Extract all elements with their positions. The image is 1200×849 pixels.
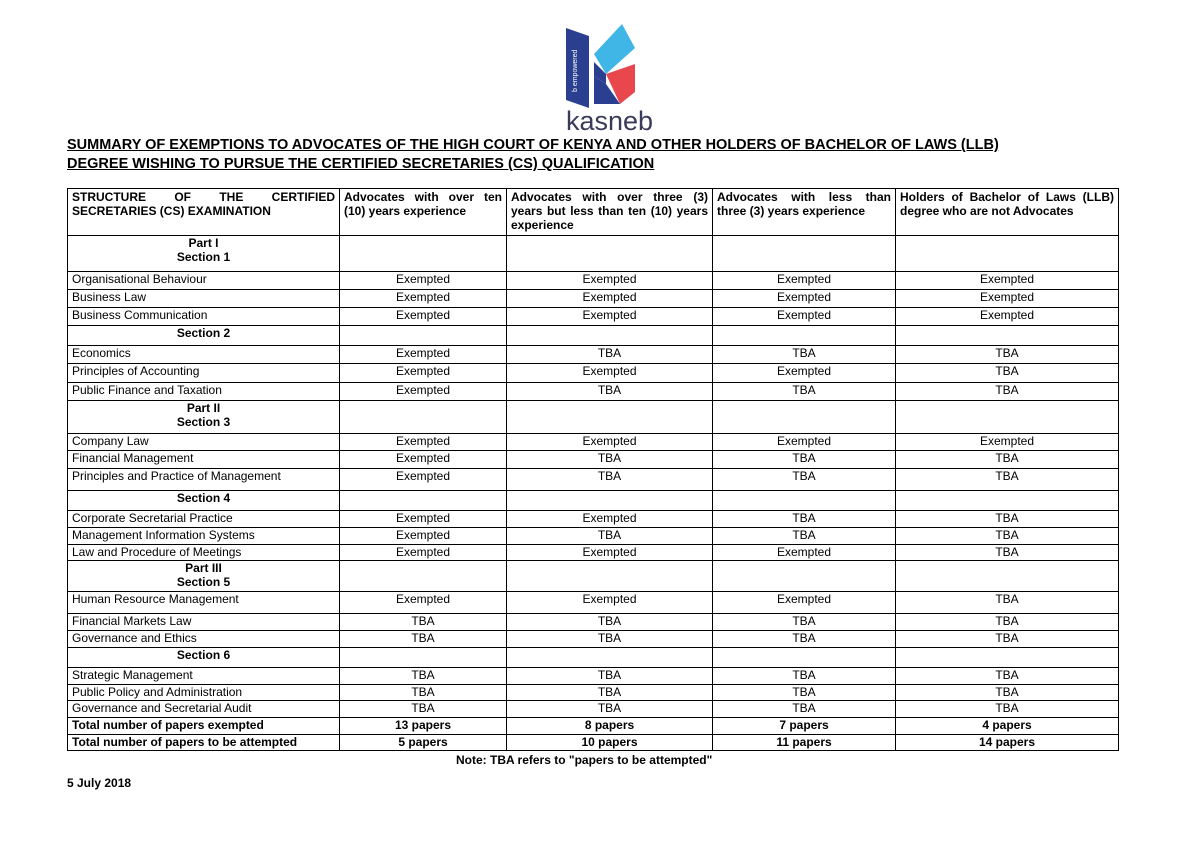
section-label [68,561,340,592]
table-row [68,364,1119,383]
subject-cell: Organisational Behaviour [68,272,340,290]
total-row [68,735,1119,751]
status-cell: TBA [896,469,1119,491]
status-cell: TBA [896,364,1119,383]
section-label-line: Part I [188,236,219,250]
status-cell: Exempted [340,434,507,451]
section-row [68,236,1119,272]
subject-cell: Business Law [68,290,340,308]
header-advocates-over-10: Advocates with over ten (10) years experience [340,189,507,236]
section-row [68,491,1119,511]
table-row [68,631,1119,648]
status-cell: TBA [896,701,1119,718]
section-label-line: Section 3 [176,415,231,429]
empty-cell [713,401,896,434]
empty-cell [340,648,507,668]
status-cell: Exempted [340,272,507,290]
section-label-line: Section 6 [176,648,231,662]
table-row [68,346,1119,364]
exemptions-table-body [68,189,1119,751]
empty-cell [896,236,1119,272]
title-line-2: DEGREE WISHING TO PURSUE THE CERTIFIED SECRETARIES (CS) QUALIFICATION [67,156,655,172]
table-row [68,701,1119,718]
subject-cell: Principles of Accounting [68,364,340,383]
status-cell: TBA [507,685,713,701]
status-cell: Exempted [340,364,507,383]
status-cell: Exempted [340,346,507,364]
status-cell: TBA [507,668,713,685]
header-advocates-under-3: Advocates with less than three (3) years experience [713,189,896,236]
status-cell: TBA [713,614,896,631]
table-row [68,290,1119,308]
status-cell: TBA [896,451,1119,469]
status-cell: TBA [340,631,507,648]
subject-cell: Human Resource Management [68,592,340,614]
status-cell: TBA [340,614,507,631]
empty-cell [507,326,713,346]
table-row [68,272,1119,290]
status-cell: Exempted [340,469,507,491]
section-label-line: Section 5 [176,575,231,589]
empty-cell [896,401,1119,434]
header-llb-holders: Holders of Bachelor of Laws (LLB) degree who are not Advocates [896,189,1119,236]
status-cell: Exempted [713,592,896,614]
status-cell: Exempted [507,272,713,290]
subject-cell: Total number of papers exempted [68,718,340,735]
status-cell: Exempted [896,272,1119,290]
status-cell: TBA [713,701,896,718]
status-cell: TBA [340,701,507,718]
status-cell: Exempted [340,290,507,308]
empty-cell [713,561,896,592]
empty-cell [713,236,896,272]
status-cell: 5 papers [340,735,507,751]
empty-cell [896,648,1119,668]
status-cell: Exempted [507,290,713,308]
status-cell: TBA [896,511,1119,528]
empty-cell [340,401,507,434]
document-date: 5 July 2018 [67,776,132,790]
section-label-line: Section 4 [176,491,231,505]
empty-cell [896,491,1119,511]
status-cell: Exempted [713,290,896,308]
section-label [68,648,340,668]
subject-cell: Principles and Practice of Management [68,469,340,491]
table-row [68,451,1119,469]
table-row [68,511,1119,528]
empty-cell [340,561,507,592]
subject-cell: Management Information Systems [68,528,340,545]
status-cell: Exempted [340,511,507,528]
status-cell: 13 papers [340,718,507,735]
empty-cell [507,561,713,592]
status-cell: Exempted [340,592,507,614]
section-label [68,491,340,511]
subject-cell: Financial Management [68,451,340,469]
subject-cell: Total number of papers to be attempted [68,735,340,751]
table-row [68,592,1119,614]
status-cell: Exempted [507,434,713,451]
empty-cell [507,401,713,434]
section-label-line: Part III [185,561,222,575]
table-row [68,685,1119,701]
subject-cell: Governance and Ethics [68,631,340,648]
status-cell: Exempted [713,545,896,561]
status-cell: TBA [713,346,896,364]
empty-cell [507,648,713,668]
status-cell: Exempted [340,308,507,326]
status-cell: TBA [896,685,1119,701]
status-cell: Exempted [507,364,713,383]
svg-text:b empowered: b empowered [572,49,579,92]
status-cell: TBA [713,685,896,701]
status-cell: TBA [507,614,713,631]
subject-cell: Governance and Secretarial Audit [68,701,340,718]
section-label-line: Section 2 [176,326,231,340]
status-cell: TBA [713,511,896,528]
kasneb-wordmark: kasneb [566,106,654,136]
header-structure: STRUCTURE OF THE CERTIFIED SECRETARIES (CS) EXAMINATION [68,189,340,236]
status-cell: Exempted [896,308,1119,326]
status-cell: TBA [896,346,1119,364]
table-row [68,469,1119,491]
status-cell: TBA [896,668,1119,685]
status-cell: Exempted [507,592,713,614]
empty-cell [713,326,896,346]
status-cell: TBA [713,668,896,685]
empty-cell [340,491,507,511]
empty-cell [896,561,1119,592]
status-cell: 4 papers [896,718,1119,735]
table-row [68,545,1119,561]
section-label-line: Section 1 [176,250,231,264]
section-row [68,326,1119,346]
status-cell: 7 papers [713,718,896,735]
section-label [68,236,340,272]
status-cell: TBA [896,545,1119,561]
table-header-row [68,189,1119,236]
empty-cell [713,648,896,668]
status-cell: 11 papers [713,735,896,751]
status-cell: TBA [507,701,713,718]
table-row [68,434,1119,451]
status-cell: 14 papers [896,735,1119,751]
subject-cell: Law and Procedure of Meetings [68,545,340,561]
status-cell: 8 papers [507,718,713,735]
subject-cell: Company Law [68,434,340,451]
section-label [68,401,340,434]
status-cell: Exempted [713,272,896,290]
status-cell: Exempted [507,511,713,528]
status-cell: Exempted [340,383,507,401]
subject-cell: Economics [68,346,340,364]
status-cell: TBA [896,592,1119,614]
section-row [68,561,1119,592]
header-advocates-3-to-10: Advocates with over three (3) years but less than ten (10) years experience [507,189,713,236]
document-title [67,136,1127,174]
title-line-1: SUMMARY OF EXEMPTIONS TO ADVOCATES OF THE HIGH COURT OF KENYA AND OTHER HOLDERS OF BACHELOR OF LAWS (LLB) [67,137,999,153]
section-row [68,401,1119,434]
status-cell: TBA [507,346,713,364]
status-cell: TBA [713,528,896,545]
note-text: Note: TBA refers to "papers to be attempted" [456,753,713,767]
section-label [68,326,340,346]
status-cell: TBA [340,668,507,685]
status-cell: Exempted [896,290,1119,308]
section-label-line: Part II [186,401,221,415]
status-cell: Exempted [507,308,713,326]
status-cell: Exempted [340,528,507,545]
subject-cell: Public Policy and Administration [68,685,340,701]
subject-cell: Business Communication [68,308,340,326]
status-cell: Exempted [340,451,507,469]
empty-cell [507,491,713,511]
section-row [68,648,1119,668]
status-cell: Exempted [340,545,507,561]
subject-cell: Corporate Secretarial Practice [68,511,340,528]
table-row [68,308,1119,326]
status-cell: TBA [713,469,896,491]
subject-cell: Strategic Management [68,668,340,685]
status-cell: 10 papers [507,735,713,751]
empty-cell [507,236,713,272]
subject-cell: Financial Markets Law [68,614,340,631]
status-cell: Exempted [896,434,1119,451]
status-cell: TBA [713,383,896,401]
table-row [68,528,1119,545]
exemptions-table [67,188,1119,751]
status-cell: TBA [507,469,713,491]
status-cell: TBA [896,528,1119,545]
table-row [68,668,1119,685]
status-cell: TBA [713,451,896,469]
status-cell: TBA [896,631,1119,648]
status-cell: TBA [713,631,896,648]
empty-cell [713,491,896,511]
table-row [68,383,1119,401]
status-cell: TBA [896,383,1119,401]
status-cell: TBA [507,451,713,469]
status-cell: TBA [896,614,1119,631]
status-cell: Exempted [713,308,896,326]
status-cell: Exempted [713,364,896,383]
total-row [68,718,1119,735]
status-cell: Exempted [507,545,713,561]
status-cell: TBA [507,383,713,401]
status-cell: TBA [507,631,713,648]
empty-cell [340,326,507,346]
table-row [68,614,1119,631]
status-cell: TBA [340,685,507,701]
empty-cell [896,326,1119,346]
status-cell: Exempted [713,434,896,451]
empty-cell [340,236,507,272]
status-cell: TBA [507,528,713,545]
subject-cell: Public Finance and Taxation [68,383,340,401]
